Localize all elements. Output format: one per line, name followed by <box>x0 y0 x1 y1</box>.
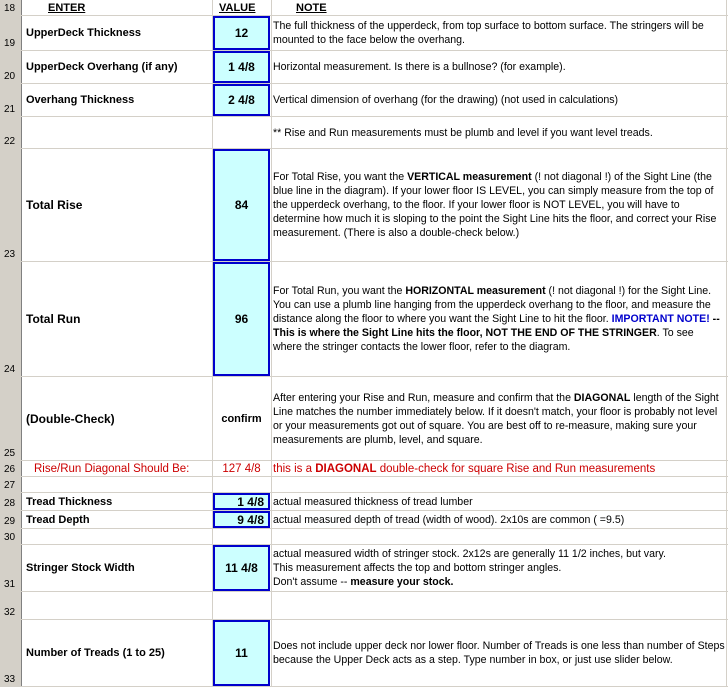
row-number-of-treads <box>0 620 728 687</box>
tread-thickness-input[interactable]: 1 4/8 <box>213 493 270 510</box>
row-empty <box>0 477 728 493</box>
row-total-run <box>0 262 728 377</box>
row-diagonal <box>0 461 728 477</box>
row-number: 32 <box>0 592 22 619</box>
number-of-treads-input[interactable]: 11 <box>213 620 270 686</box>
total-rise-label: Total Rise <box>26 198 83 212</box>
row-tread-thickness <box>0 493 728 511</box>
row-number: 29 <box>0 511 22 528</box>
row-number: 20 <box>0 51 22 83</box>
double-check-label: (Double-Check) <box>26 411 115 426</box>
row-upperdeck-thickness <box>0 16 728 51</box>
row-number: 24 <box>0 262 22 376</box>
upperdeck-overhang-input[interactable]: 1 4/8 <box>213 51 270 83</box>
upperdeck-overhang-label: UpperDeck Overhang (if any) <box>26 61 178 73</box>
row-plumb-note <box>0 117 728 149</box>
number-of-treads-label: Number of Treads (1 to 25) <box>26 647 165 659</box>
overhang-thickness-input[interactable]: 2 4/8 <box>213 84 270 116</box>
confirm-value: confirm <box>221 412 262 425</box>
tread-depth-note: actual measured depth of tread (width of wood). 2x10s are common ( =9.5) <box>273 513 625 526</box>
row-number: 23 <box>0 149 22 261</box>
tread-depth-input[interactable]: 9 4/8 <box>213 511 270 528</box>
row-tread-depth <box>0 511 728 529</box>
overhang-thickness-label: Overhang Thickness <box>26 94 135 106</box>
row-number: 21 <box>0 84 22 116</box>
tread-depth-label: Tread Depth <box>26 513 90 526</box>
note-header: NOTE <box>296 1 327 14</box>
row-number: 30 <box>0 529 22 544</box>
value-header: VALUE <box>219 1 256 14</box>
row-empty <box>0 529 728 545</box>
row-number: 18 <box>0 0 22 15</box>
row-number: 31 <box>0 545 22 591</box>
double-check-note: After entering your Rise and Run, measure and confirm that the DIAGONAL length of the Sight Line matches the number immediately below. If it doesn't match, your floor is probably not level or your measurements got out of square. You are best off to re-measure, making sure your measurements are plumb, level, and square. <box>273 391 719 446</box>
row-number: 27 <box>0 477 22 492</box>
diagonal-note: this is a DIAGONAL double-check for square Rise and Run measurements <box>273 462 656 475</box>
diagonal-value: 127 4/8 <box>222 462 261 475</box>
tread-thickness-note: actual measured thickness of tread lumber <box>273 495 473 508</box>
total-rise-input[interactable]: 84 <box>213 149 270 261</box>
upperdeck-thickness-input[interactable]: 12 <box>213 16 270 50</box>
column-divider <box>271 0 272 687</box>
tread-thickness-label: Tread Thickness <box>26 495 113 508</box>
total-run-note: For Total Run, you want the HORIZONTAL measurement (! not diagonal !) for the Sight Line. You can use a plumb line hanging from the upperdeck overhang to the floor, and measure the distance along the floor to where you want the Sight Line to hit the floor. IMPORTANT NOTE! -- This is where the Sight Line hits the floor, NOT THE END OF THE STRINGER. To see where the stringer contacts the lower floor, refer to the diagram. <box>273 285 720 353</box>
row-overhang-thickness <box>0 84 728 117</box>
row-number: 22 <box>0 117 22 148</box>
column-divider <box>726 0 727 687</box>
row-number: 28 <box>0 493 22 510</box>
row-number: 26 <box>0 461 22 476</box>
upperdeck-thickness-note: The full thickness of the upperdeck, from top surface to bottom surface. The stringers will be mounted to the face below the overhang. <box>273 20 704 46</box>
row-stringer-width <box>0 545 728 592</box>
row-empty <box>0 592 728 620</box>
upperdeck-thickness-label: UpperDeck Thickness <box>26 27 141 39</box>
total-run-label: Total Run <box>26 312 81 326</box>
overhang-thickness-note: Vertical dimension of overhang (for the drawing) (not used in calculations) <box>273 94 619 106</box>
row-number: 33 <box>0 620 22 686</box>
number-of-treads-note: Does not include upper deck nor lower floor. Number of Treads is one less than number of Steps because the Upper Deck acts as a step. Type number in box, or just use slider below. <box>273 640 725 666</box>
total-rise-note: For Total Rise, you want the VERTICAL measurement (! not diagonal !) of the Sight Line (the blue line in the diagram). If your lower floor IS LEVEL, you can simply measure from the top of the upperdeck overhang, to the floor. If your lower floor is NOT LEVEL, you will have to determine how much it is sloping to the point the Sight Line hits the floor, and correct your Rise measurement. (There is also a double-check below.) <box>273 171 717 239</box>
row-total-rise <box>0 149 728 262</box>
row-double-check <box>0 377 728 461</box>
enter-header: ENTER <box>48 1 86 14</box>
stringer-width-note: actual measured width of stringer stock. 2x12s are generally 11 1/2 inches, but vary. This measurement affects the top and bottom stringer angles. Don't assume -- measure your stock. <box>273 548 666 588</box>
row-upperdeck-overhang <box>0 51 728 84</box>
row-number: 25 <box>0 377 22 460</box>
stringer-width-input[interactable]: 11 4/8 <box>213 545 270 591</box>
plumb-level-note: ** Rise and Run measurements must be plumb and level if you want level treads. <box>273 126 653 139</box>
stringer-width-label: Stringer Stock Width <box>26 562 135 574</box>
total-run-input[interactable]: 96 <box>213 262 270 376</box>
diagonal-label: Rise/Run Diagonal Should Be: <box>34 462 190 475</box>
upperdeck-overhang-note: Horizontal measurement. Is there is a bullnose? (for example). <box>273 61 566 73</box>
column-divider <box>212 0 213 687</box>
row-number: 19 <box>0 16 22 50</box>
header-row <box>0 0 728 16</box>
